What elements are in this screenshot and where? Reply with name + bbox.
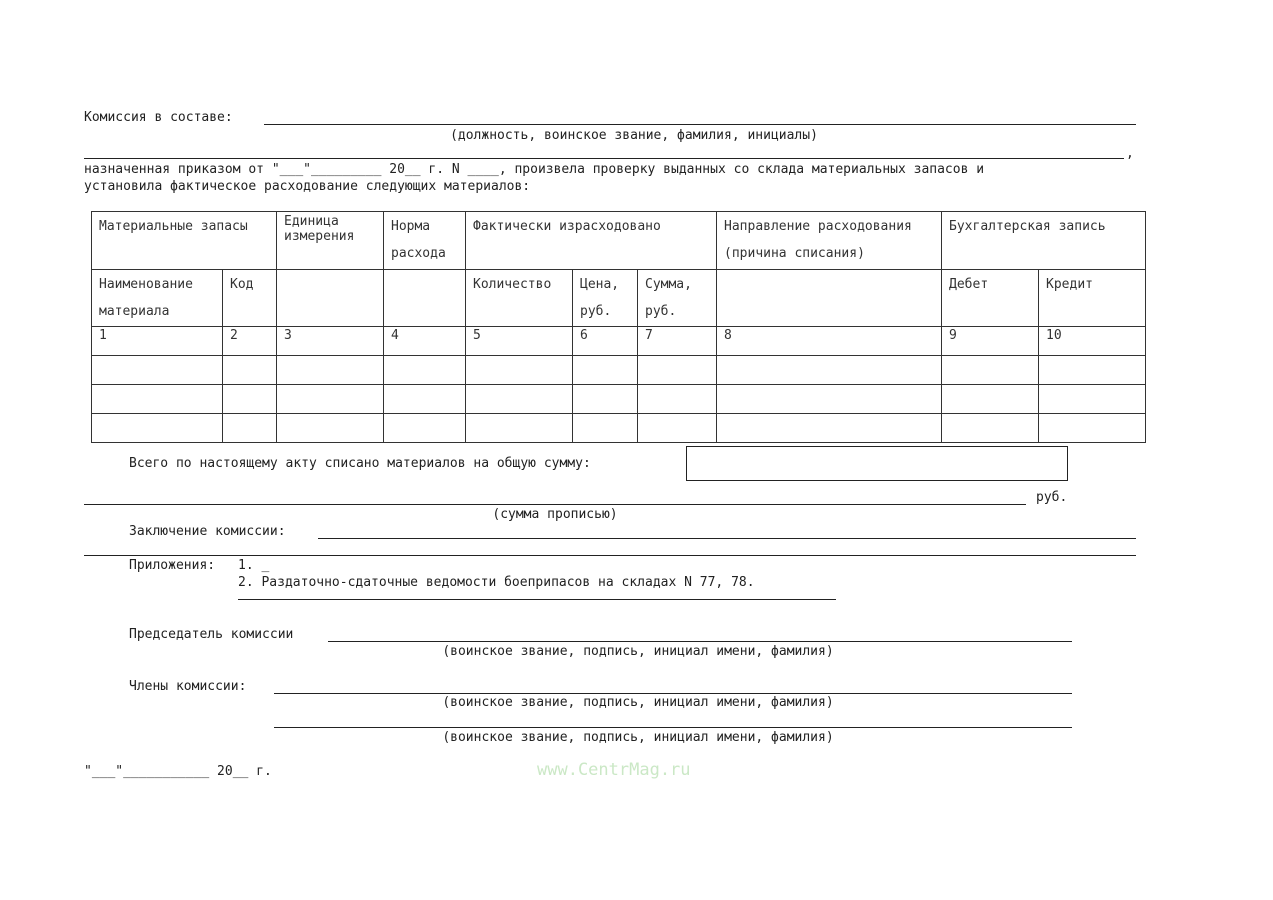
table-cell[interactable] <box>92 385 223 414</box>
column-number: 3 <box>277 327 384 356</box>
table-cell[interactable] <box>384 385 466 414</box>
total-label: Всего по настоящему акту списано материалов на общую сумму: <box>129 456 591 471</box>
member-signature-line <box>274 727 1072 728</box>
conclusion-label: Заключение комиссии: <box>129 524 286 539</box>
rub-label: руб. <box>1036 490 1068 505</box>
header-direction: Направление расходования (причина списания) <box>717 212 942 270</box>
header-direction-blank <box>717 270 942 327</box>
watermark: www.CentrMag.ru <box>537 760 691 780</box>
table-cell[interactable] <box>277 356 384 385</box>
table-cell[interactable] <box>277 414 384 443</box>
chairman-signature-line <box>328 641 1072 642</box>
total-sum-box[interactable] <box>686 446 1068 481</box>
column-number: 1 <box>92 327 223 356</box>
column-number: 10 <box>1039 327 1146 356</box>
header-name: Наименование материала <box>92 270 223 327</box>
conclusion-line <box>318 538 1136 539</box>
table-cell[interactable] <box>223 356 277 385</box>
header-norm: Норма расхода <box>384 212 466 270</box>
column-number: 6 <box>573 327 638 356</box>
members-label: Члены комиссии: <box>129 679 247 694</box>
attachment-underline <box>238 599 836 600</box>
header-actual: Фактически израсходовано <box>466 212 717 270</box>
column-number: 4 <box>384 327 466 356</box>
table-cell[interactable] <box>466 385 573 414</box>
table-cell[interactable] <box>638 385 717 414</box>
table-header-row-2 <box>92 270 1146 327</box>
table-cell[interactable] <box>942 385 1039 414</box>
chairman-label: Председатель комиссии <box>129 627 294 642</box>
chairman-hint: (воинское звание, подпись, инициал имени, фамилия) <box>442 644 834 659</box>
header-debit: Дебет <box>942 270 1039 327</box>
header-qty: Количество <box>466 270 573 327</box>
materials-table <box>91 211 1146 443</box>
header-unit-blank <box>277 270 384 327</box>
header-sum: Сумма, руб. <box>638 270 717 327</box>
conclusion-line-2 <box>84 555 1136 556</box>
table-cell[interactable] <box>717 414 942 443</box>
header-code: Код <box>223 270 277 327</box>
table-cell[interactable] <box>573 356 638 385</box>
column-number: 8 <box>717 327 942 356</box>
table-cell[interactable] <box>223 414 277 443</box>
column-numbers-row <box>92 327 1146 356</box>
commission-hint: (должность, воинское звание, фамилия, инициалы) <box>450 128 818 143</box>
table-cell[interactable] <box>942 356 1039 385</box>
table-cell[interactable] <box>638 356 717 385</box>
header-price: Цена, руб. <box>573 270 638 327</box>
table-cell[interactable] <box>1039 385 1146 414</box>
table-cell[interactable] <box>942 414 1039 443</box>
table-row <box>92 414 1146 443</box>
table-cell[interactable] <box>717 385 942 414</box>
table-cell[interactable] <box>466 356 573 385</box>
header-norm-blank <box>384 270 466 327</box>
order-line: назначенная приказом от "___"_________ 20__ г. N ____, произвела проверку выданных со склада материальных запасов и <box>84 162 985 177</box>
commission-label: Комиссия в составе: <box>84 110 233 125</box>
attachments-label: Приложения: <box>129 558 216 573</box>
table-row <box>92 356 1146 385</box>
order-line-2: установила фактическое расходование следующих материалов: <box>84 179 531 194</box>
table-cell[interactable] <box>466 414 573 443</box>
column-number: 5 <box>466 327 573 356</box>
table-cell[interactable] <box>92 414 223 443</box>
table-cell[interactable] <box>573 385 638 414</box>
attachment-item-2: 2. Раздаточно-сдаточные ведомости боеприпасов на складах N 77, 78. <box>238 575 755 590</box>
column-number: 7 <box>638 327 717 356</box>
header-materials: Материальные запасы <box>92 212 277 270</box>
commission-members-line <box>264 124 1136 125</box>
commission-continuation-line <box>84 158 1124 159</box>
attachment-item-1: 1. _ <box>238 558 270 573</box>
table-cell[interactable] <box>223 385 277 414</box>
column-number: 9 <box>942 327 1039 356</box>
table-cell[interactable] <box>717 356 942 385</box>
column-number: 2 <box>223 327 277 356</box>
table-row <box>92 385 1146 414</box>
member-hint: (воинское звание, подпись, инициал имени, фамилия) <box>442 695 834 710</box>
table-cell[interactable] <box>92 356 223 385</box>
header-credit: Кредит <box>1039 270 1146 327</box>
table-cell[interactable] <box>384 356 466 385</box>
header-unit: Единица измерения <box>277 212 384 270</box>
table-cell[interactable] <box>1039 356 1146 385</box>
total-words-hint: (сумма прописью) <box>492 507 618 522</box>
table-cell[interactable] <box>384 414 466 443</box>
header-accounting: Бухгалтерская запись <box>942 212 1146 270</box>
table-cell[interactable] <box>638 414 717 443</box>
total-words-line <box>84 504 1026 505</box>
member-signature-line <box>274 693 1072 694</box>
table-cell[interactable] <box>277 385 384 414</box>
member-hint: (воинское звание, подпись, инициал имени, фамилия) <box>442 730 834 745</box>
table-cell[interactable] <box>573 414 638 443</box>
act-date: "___"___________ 20__ г. <box>84 764 272 779</box>
table-header-row-1 <box>92 212 1146 270</box>
commission-comma: , <box>1126 146 1134 161</box>
table-cell[interactable] <box>1039 414 1146 443</box>
